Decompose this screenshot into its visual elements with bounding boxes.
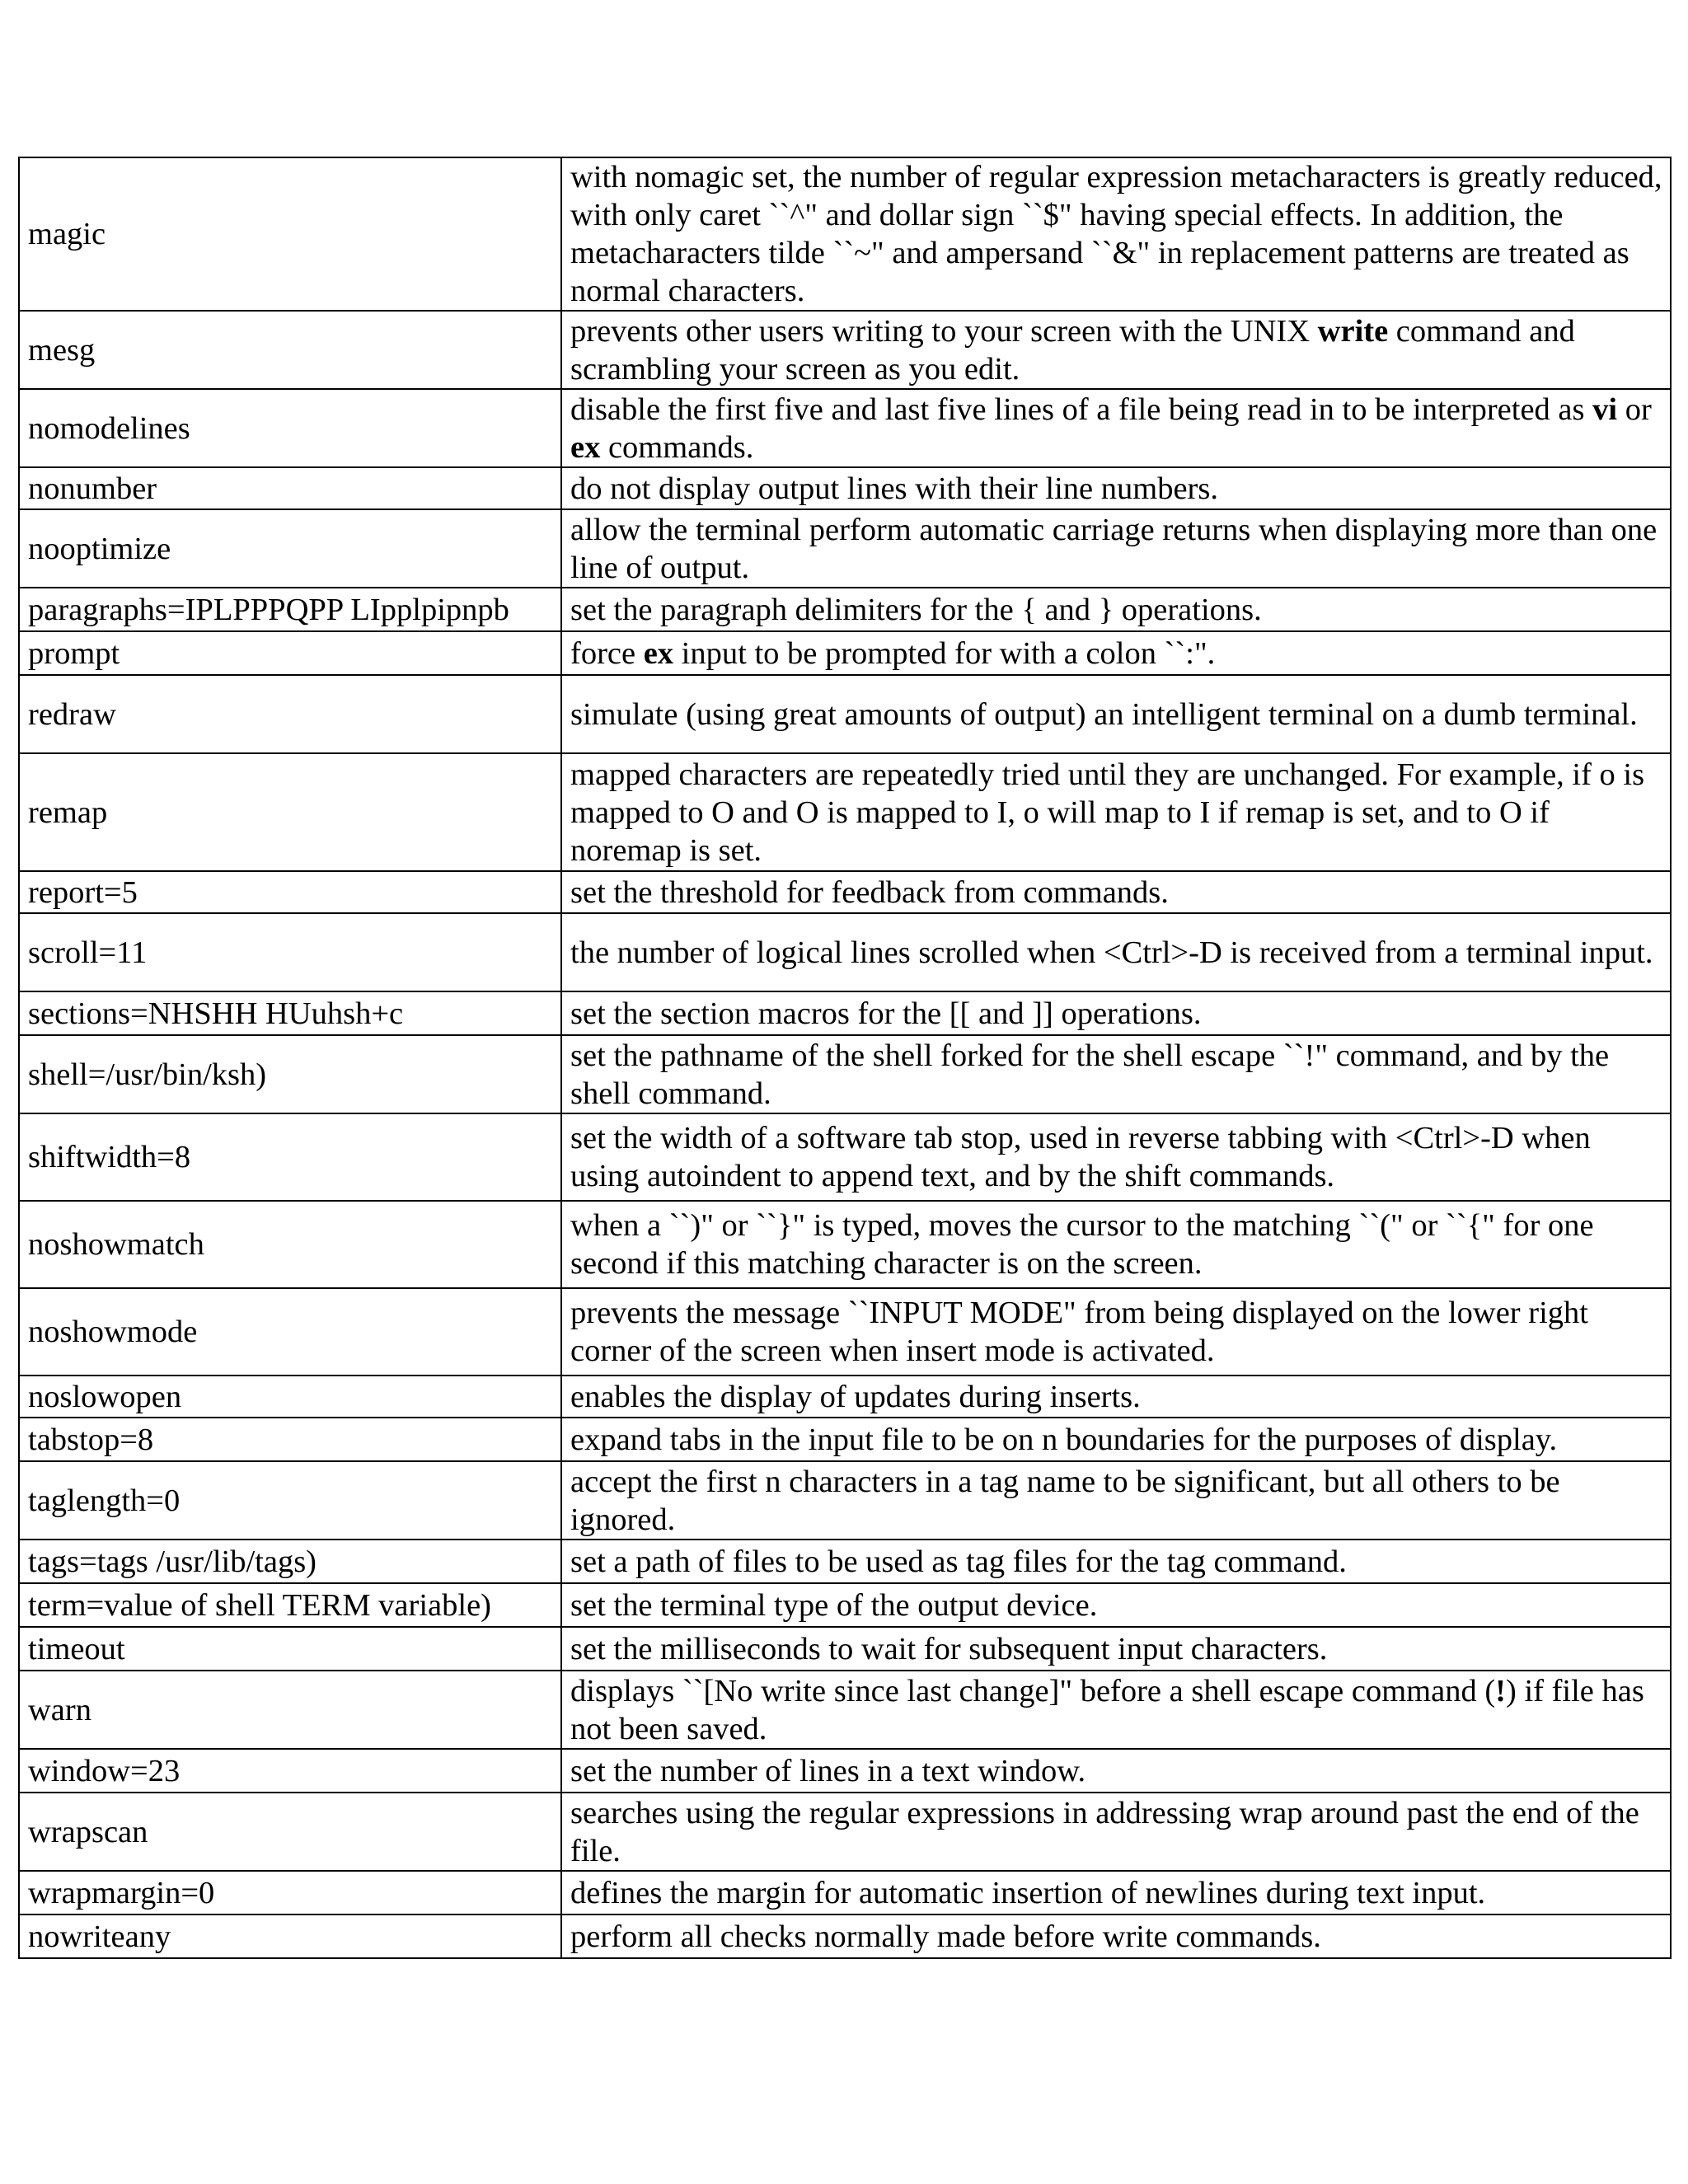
option-name: paragraphs=IPLPPPQPP LIpplpipnpb bbox=[19, 588, 561, 631]
description-segment: allow the terminal perform automatic carriage returns when displaying more than one line of output. bbox=[570, 512, 1658, 585]
option-description bbox=[561, 1540, 1671, 1583]
description-segment: disable the first five and last five lines of a file being read in to be interpreted as bbox=[570, 391, 1593, 427]
option-row bbox=[19, 1793, 1671, 1871]
description-segment: when a ``)" or ``}" is typed, moves the cursor to the matching ``(" or ``{" for one second if this matching character is on the screen. bbox=[570, 1208, 1594, 1281]
option-row bbox=[19, 509, 1671, 588]
description-segment: set the number of lines in a text window. bbox=[570, 1753, 1086, 1788]
option-description bbox=[561, 1201, 1671, 1288]
option-description bbox=[561, 1627, 1671, 1671]
description-segment: set a path of files to be used as tag files for the tag command. bbox=[570, 1544, 1347, 1579]
option-row bbox=[19, 1113, 1671, 1201]
option-row bbox=[19, 311, 1671, 389]
option-name: mesg bbox=[19, 311, 561, 389]
description-segment: defines the margin for automatic insertion of newlines during text input. bbox=[570, 1875, 1486, 1910]
description-segment: set the terminal type of the output device. bbox=[570, 1587, 1098, 1623]
option-name: prompt bbox=[19, 631, 561, 675]
option-description bbox=[561, 871, 1671, 913]
description-segment: prevents other users writing to your screen with the UNIX bbox=[570, 313, 1318, 349]
option-description bbox=[561, 1793, 1671, 1871]
option-name: warn bbox=[19, 1671, 561, 1749]
option-description bbox=[561, 1376, 1671, 1418]
option-row bbox=[19, 1627, 1671, 1671]
option-description bbox=[561, 1749, 1671, 1793]
option-description bbox=[561, 389, 1671, 467]
option-name: noshowmatch bbox=[19, 1201, 561, 1288]
description-segment: prevents the message ``INPUT MODE" from being displayed on the lower right corner of the screen when insert mode is activated. bbox=[570, 1296, 1588, 1368]
description-bold-segment: write bbox=[1317, 313, 1389, 349]
option-name: noslowopen bbox=[19, 1376, 561, 1418]
option-name: shell=/usr/bin/ksh) bbox=[19, 1035, 561, 1113]
description-segment: force bbox=[570, 635, 644, 671]
description-segment: set the paragraph delimiters for the { and } operations. bbox=[570, 592, 1262, 627]
option-row bbox=[19, 631, 1671, 675]
option-name: report=5 bbox=[19, 871, 561, 913]
option-description bbox=[561, 991, 1671, 1035]
option-name: scroll=11 bbox=[19, 913, 561, 991]
description-bold-segment: ex bbox=[570, 429, 601, 465]
description-segment: expand tabs in the input file to be on n boundaries for the purposes of display. bbox=[570, 1422, 1558, 1457]
option-row bbox=[19, 913, 1671, 991]
option-description bbox=[561, 509, 1671, 588]
description-segment: simulate (using great amounts of output) an intelligent terminal on a dumb terminal. bbox=[570, 696, 1638, 732]
option-row bbox=[19, 991, 1671, 1035]
option-name: sections=NHSHH HUuhsh+c bbox=[19, 991, 561, 1035]
option-row bbox=[19, 1871, 1671, 1915]
option-description bbox=[561, 1583, 1671, 1627]
option-row bbox=[19, 588, 1671, 631]
description-segment: set the threshold for feedback from commands. bbox=[570, 874, 1169, 910]
option-name: timeout bbox=[19, 1627, 561, 1671]
description-segment: set the width of a software tab stop, used in reverse tabbing with <Ctrl>-D when using autoindent to append text, and by the shift commands. bbox=[570, 1121, 1591, 1193]
options-table bbox=[18, 157, 1672, 1959]
option-description bbox=[561, 467, 1671, 509]
option-row bbox=[19, 467, 1671, 509]
option-description bbox=[561, 1035, 1671, 1113]
option-description bbox=[561, 588, 1671, 631]
description-segment: ) if file has not been saved. bbox=[570, 1673, 1644, 1746]
option-name: tags=tags /usr/lib/tags) bbox=[19, 1540, 561, 1583]
option-name: nowriteany bbox=[19, 1915, 561, 1958]
options-table-body bbox=[19, 157, 1671, 1958]
option-row bbox=[19, 1915, 1671, 1958]
option-row bbox=[19, 389, 1671, 467]
description-segment: accept the first n characters in a tag name to be significant, but all others to be ignored. bbox=[570, 1464, 1560, 1537]
option-row bbox=[19, 675, 1671, 753]
description-segment: perform all checks normally made before write commands. bbox=[570, 1919, 1321, 1954]
option-description bbox=[561, 1418, 1671, 1461]
description-bold-segment: ex bbox=[643, 635, 674, 671]
option-description bbox=[561, 1915, 1671, 1958]
option-name: nooptimize bbox=[19, 509, 561, 588]
option-name: taglength=0 bbox=[19, 1461, 561, 1540]
option-row bbox=[19, 1376, 1671, 1418]
option-description bbox=[561, 631, 1671, 675]
description-segment: enables the display of updates during inserts. bbox=[570, 1379, 1141, 1414]
option-name: nonumber bbox=[19, 467, 561, 509]
option-row bbox=[19, 1671, 1671, 1749]
option-row bbox=[19, 1540, 1671, 1583]
option-row bbox=[19, 1461, 1671, 1540]
option-description bbox=[561, 311, 1671, 389]
option-row bbox=[19, 1749, 1671, 1793]
option-row bbox=[19, 1418, 1671, 1461]
option-description bbox=[561, 675, 1671, 753]
option-name: wrapscan bbox=[19, 1793, 561, 1871]
option-name: tabstop=8 bbox=[19, 1418, 561, 1461]
description-segment: displays ``[No write since last change]" before a shell escape command ( bbox=[570, 1673, 1496, 1708]
option-description bbox=[561, 1288, 1671, 1376]
option-name: noshowmode bbox=[19, 1288, 561, 1376]
option-row bbox=[19, 1201, 1671, 1288]
option-name: magic bbox=[19, 157, 561, 311]
description-segment: input to be prompted for with a colon ``:". bbox=[673, 635, 1216, 671]
option-name: term=value of shell TERM variable) bbox=[19, 1583, 561, 1627]
option-name: nomodelines bbox=[19, 389, 561, 467]
option-row bbox=[19, 157, 1671, 311]
description-bold-segment: ! bbox=[1495, 1673, 1506, 1708]
description-segment: with nomagic set, the number of regular expression metacharacters is greatly reduced, with only caret ``^" and dollar sign ``$" having special effects. In addition, the metacharacters tilde ``~" and ampersand ``&" in replacement patterns are treated as normal characters. bbox=[570, 160, 1662, 308]
description-segment: set the milliseconds to wait for subsequent input characters. bbox=[570, 1631, 1328, 1666]
description-segment: set the section macros for the [[ and ]] operations. bbox=[570, 996, 1202, 1031]
description-segment: searches using the regular expressions in addressing wrap around past the end of the file. bbox=[570, 1795, 1639, 1868]
description-segment: do not display output lines with their line numbers. bbox=[570, 471, 1218, 506]
option-row bbox=[19, 1035, 1671, 1113]
description-segment: or bbox=[1617, 391, 1652, 427]
option-description bbox=[561, 1871, 1671, 1915]
option-description bbox=[561, 1113, 1671, 1201]
description-bold-segment: vi bbox=[1592, 391, 1618, 427]
option-row bbox=[19, 1288, 1671, 1376]
option-description bbox=[561, 1461, 1671, 1540]
option-name: wrapmargin=0 bbox=[19, 1871, 561, 1915]
option-row bbox=[19, 1583, 1671, 1627]
option-name: shiftwidth=8 bbox=[19, 1113, 561, 1201]
option-row bbox=[19, 871, 1671, 913]
option-name: remap bbox=[19, 753, 561, 871]
option-name: redraw bbox=[19, 675, 561, 753]
option-row bbox=[19, 753, 1671, 871]
description-segment: mapped characters are repeatedly tried until they are unchanged. For example, if o is mapped to O and O is mapped to I, o will map to I if remap is set, and to O if noremap is set. bbox=[570, 757, 1645, 868]
description-segment: command and scrambling your screen as you edit. bbox=[570, 313, 1575, 387]
description-segment: the number of logical lines scrolled when <Ctrl>-D is received from a terminal input. bbox=[570, 935, 1653, 970]
option-description bbox=[561, 157, 1671, 311]
option-name: window=23 bbox=[19, 1749, 561, 1793]
description-segment: set the pathname of the shell forked for the shell escape ``!" command, and by the shell command. bbox=[570, 1038, 1610, 1111]
option-description bbox=[561, 753, 1671, 871]
description-segment: commands. bbox=[600, 429, 754, 465]
option-description bbox=[561, 1671, 1671, 1749]
option-description bbox=[561, 913, 1671, 991]
